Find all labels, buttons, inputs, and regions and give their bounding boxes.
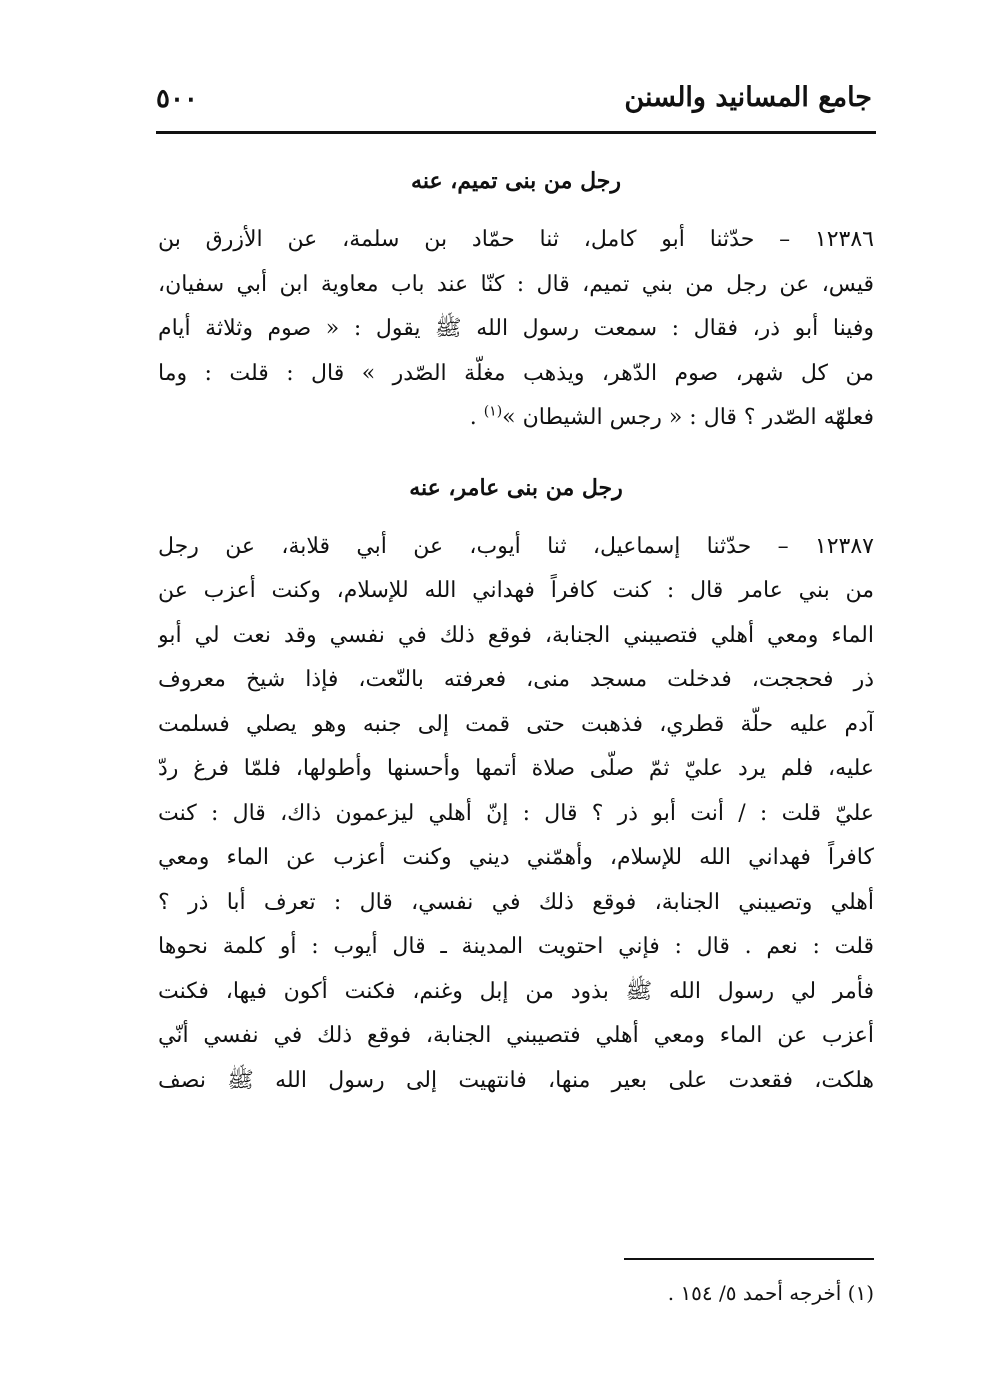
page-body [158, 156, 874, 1103]
footnote-rule [624, 1258, 874, 1260]
section-heading: رجل من بنى تميم، عنه [411, 168, 621, 194]
text-line: الماء ومعي أهلي فتصيبني الجنابة، فوقع ذلك في نفسي وقد نعت لي أبو [158, 622, 874, 648]
text-line-content: فعلهّه الصّدر ؟ قال : « رجس الشيطان » [502, 405, 874, 430]
text-line: من بني عامر قال : كنت كافراً فهداني الله للإسلام، وكنت أعزب عن [158, 578, 874, 603]
text-line: ١٢٣٨٦ – حدّثنا أبو كامل، ثنا حمّاد بن سلمة، عن الأزرق بن [158, 227, 874, 252]
footnote-reference: (١) [483, 403, 503, 420]
text-line: هلكت، فقعدت على بعير منها، فانتهيت إلى رسول الله ﷺ نصف [158, 1067, 874, 1093]
text-line: آدم عليه حلّة قطري، فذهبت حتى قمت إلى جنبه وهو يصلي فسلمت [158, 711, 874, 737]
footnote: (١) أخرجه أحمد ٥/ ١٥٤ . [667, 1281, 874, 1305]
section-heading: رجل من بنى عامر، عنه [409, 474, 623, 501]
text-line: عليّ قلت : / أنت أبو ذر ؟ قال : إنّ أهلي ليزعمون ذاك، قال : كنت [158, 800, 874, 826]
text-line: فأمر لي رسول الله ﷺ بذود من إبل وغنم، فكنت أكون فيها، فكنت [158, 978, 874, 1004]
text-line: ١٢٣٨٧ – حدّثنا إسماعيل، ثنا أيوب، عن أبي قلابة، عن رجل [158, 533, 874, 559]
text-line: ذر فحججت، فدخلت مسجد منى، فعرفته بالنّعت، فإذا شيخ معروف [158, 667, 874, 692]
text-line: عليه، فلم يرد عليّ ثمّ صلّى صلاة أتمها وأحسنها وأطولها، فلمّا فرغ ردّ [158, 756, 874, 781]
text-line: أهلي وتصيبني الجنابة، فوقع ذلك في نفسي، قال : تعرف أبا ذر ؟ [158, 889, 874, 915]
header-rule [156, 131, 876, 134]
text-line: من كل شهر، صوم الدّهر، ويذهب مغلّة الصّدر » قال : قلت : وما [158, 360, 874, 386]
page-header [156, 78, 872, 124]
text-line: فعلهّه الصّدر ؟ قال : « رجس الشيطان »$^{(١)}$ . [469, 403, 874, 430]
running-title: جامع المسانيد والسنن [624, 82, 872, 113]
text-line: كافراً فهداني الله للإسلام، وأهمّني ديني وكنت أعزب عن الماء ومعي [158, 845, 874, 870]
page-number: ٥٠٠ [156, 84, 198, 114]
text-line: وفينا أبو ذر، فقال : سمعت رسول الله ﷺ يقول : « صوم وثلاثة أيام [158, 316, 874, 341]
text-line: أعزب عن الماء ومعي أهلي فتصيبني الجنابة، فوقع ذلك في نفسي أنّي [158, 1023, 874, 1048]
text-line: قلت : نعم . قال : فإني احتويت المدينة ـ قال أيوب : أو كلمة نحوها [158, 934, 874, 959]
text-line: قيس، عن رجل من بني تميم، قال : كنّا عند باب معاوية ابن أبي سفيان، [158, 271, 874, 297]
